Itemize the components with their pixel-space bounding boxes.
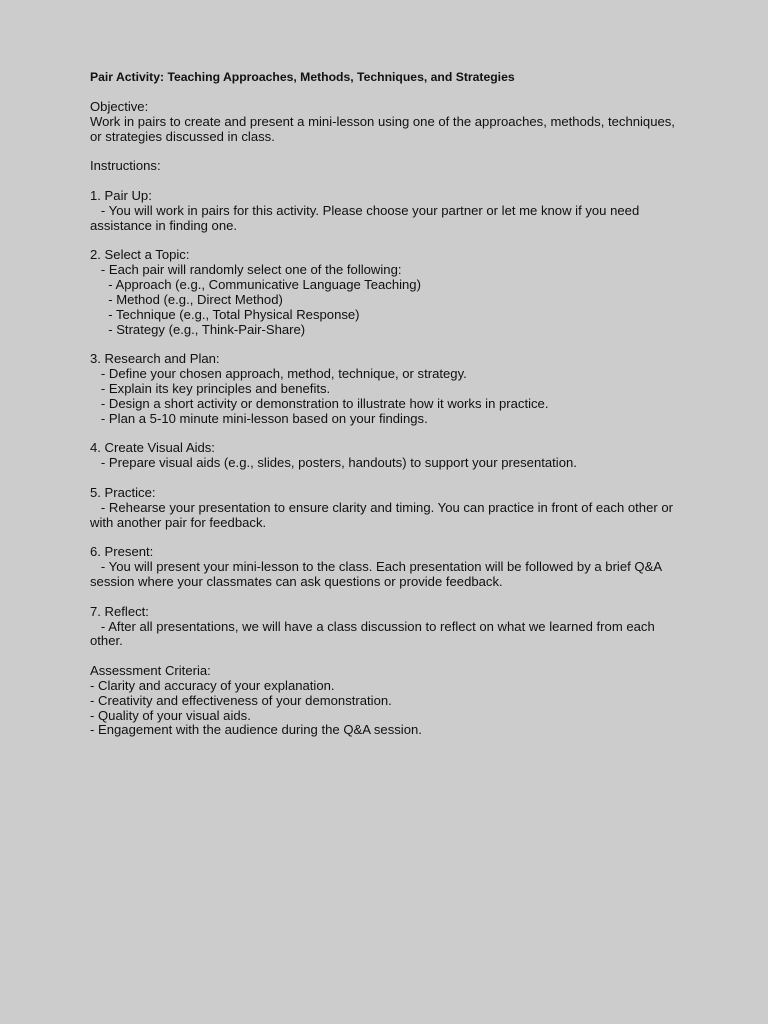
- step-line: - Rehearse your presentation to ensure clarity and timing. You can practice in front of each other or with another pair for feedback.: [90, 499, 677, 530]
- assessment-item: - Clarity and accuracy of your explanation.: [90, 677, 335, 693]
- instructions-heading-block: [90, 159, 690, 174]
- document-title: Pair Activity: Teaching Approaches, Methods, Techniques, and Strategies: [90, 70, 515, 84]
- step-line: - Technique (e.g., Total Physical Response): [90, 306, 360, 322]
- step-line: - Method (e.g., Direct Method): [90, 291, 283, 307]
- step-line: - Explain its key principles and benefits.: [90, 381, 331, 397]
- step-line: - Strategy (e.g., Think-Pair-Share): [90, 321, 306, 337]
- step-line: - Define your chosen approach, method, technique, or strategy.: [90, 366, 467, 382]
- step-heading: 4. Create Visual Aids:: [90, 440, 215, 456]
- step-1: [90, 189, 690, 234]
- step-heading: 2. Select a Topic:: [90, 247, 190, 263]
- assessment-section: [90, 664, 690, 738]
- step-line: - After all presentations, we will have a class discussion to reflect on what we learned from each other.: [90, 618, 659, 649]
- assessment-item: - Creativity and effectiveness of your demonstration.: [90, 692, 392, 708]
- step-line: - Each pair will randomly select one of the following:: [90, 262, 402, 278]
- step-4: [90, 441, 690, 471]
- step-heading: 6. Present:: [90, 544, 154, 560]
- assessment-heading: Assessment Criteria:: [90, 663, 211, 679]
- instructions-heading: Instructions:: [90, 158, 161, 174]
- step-line: - You will present your mini-lesson to the class. Each presentation will be followed by a brief Q&A session where your classmates can ask questions or provide feedback.: [90, 559, 665, 589]
- step-7: [90, 605, 690, 650]
- step-3: [90, 352, 690, 426]
- objective-heading: Objective:: [90, 99, 149, 114]
- assessment-item: - Quality of your visual aids.: [90, 707, 251, 723]
- document-page: [90, 70, 690, 753]
- step-line: - You will work in pairs for this activity. Please choose your partner or let me know if you need assistance in finding one.: [90, 202, 643, 233]
- step-heading: 1. Pair Up:: [90, 188, 152, 204]
- step-line: - Design a short activity or demonstration to illustrate how it works in practice.: [90, 395, 549, 411]
- objective-text: Work in pairs to create and present a mini-lesson using one of the approaches, methods, techniques, or strategies discussed in class.: [90, 113, 679, 144]
- step-heading: 5. Practice:: [90, 484, 156, 500]
- step-6: [90, 545, 690, 590]
- step-heading: 3. Research and Plan:: [90, 351, 220, 367]
- objective-section: [90, 100, 690, 145]
- step-heading: 7. Reflect:: [90, 603, 149, 619]
- step-5: [90, 486, 690, 531]
- step-line: - Prepare visual aids (e.g., slides, posters, handouts) to support your presentation.: [90, 455, 577, 471]
- assessment-item: - Engagement with the audience during the Q&A session.: [90, 722, 422, 738]
- step-2: [90, 248, 690, 337]
- step-line: - Plan a 5-10 minute mini-lesson based on your findings.: [90, 410, 428, 426]
- step-line: - Approach (e.g., Communicative Language Teaching): [90, 277, 421, 293]
